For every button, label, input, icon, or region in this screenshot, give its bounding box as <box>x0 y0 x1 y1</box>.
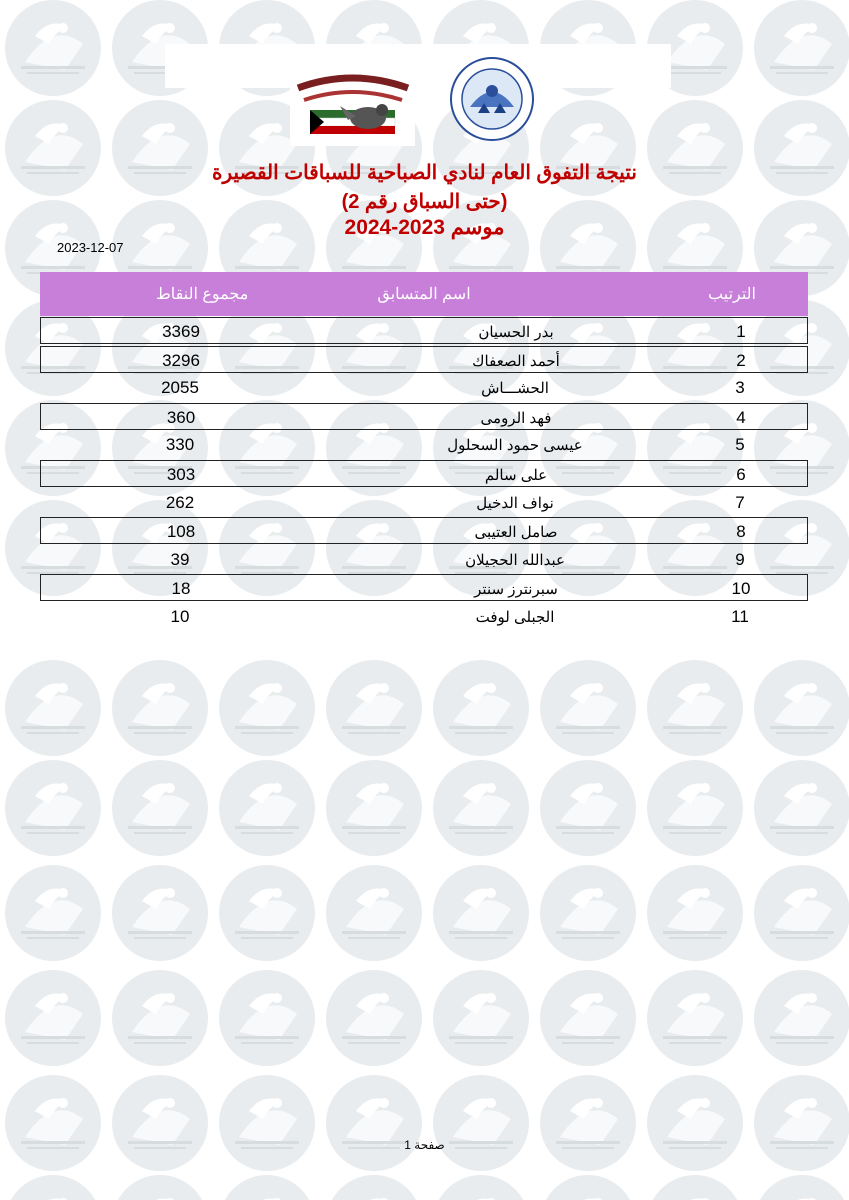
watermark-logo-icon <box>433 865 529 961</box>
watermark-logo-icon <box>326 970 422 1066</box>
watermark-logo-icon <box>5 1075 101 1171</box>
name-cell: فهد الرومى <box>480 409 552 427</box>
rank-cell: 1 <box>736 322 746 341</box>
watermark-logo-icon <box>754 1075 849 1171</box>
name-cell: صامل العتيبى <box>474 524 558 542</box>
watermark-logo-icon <box>326 1075 422 1171</box>
name-cell: بدر الحسيان <box>478 324 554 341</box>
name-cell: عبدالله الحجيلان <box>465 551 565 569</box>
points-cell: 303 <box>166 465 196 484</box>
name-cell: الجبلى لوفت <box>475 609 555 626</box>
rank-cell: 11 <box>731 607 749 626</box>
table-row <box>40 403 808 430</box>
watermark-logo-icon <box>754 0 849 96</box>
watermark-logo-icon <box>754 1175 849 1200</box>
rank-cell: 7 <box>735 492 745 512</box>
watermark-logo-icon <box>112 660 208 756</box>
watermark-logo-icon <box>326 760 422 856</box>
rank-cell: 5 <box>735 435 745 455</box>
watermark-logo-icon <box>219 1075 315 1171</box>
watermark-logo-icon <box>219 970 315 1066</box>
column-header-rank: الترتيب <box>708 286 756 303</box>
watermark-logo-icon <box>540 1175 636 1200</box>
points-cell: 3369 <box>162 322 200 341</box>
watermark-logo-icon <box>5 970 101 1066</box>
points-cell: 10 <box>170 607 190 626</box>
club-logo <box>290 66 415 146</box>
rank-cell: 3 <box>735 378 745 398</box>
points-cell: 18 <box>171 579 191 599</box>
rank-cell: 9 <box>735 549 745 569</box>
name-cell: نواف الدخيل <box>476 494 554 512</box>
watermark-logo-icon <box>5 865 101 961</box>
watermark-logo-icon <box>433 660 529 756</box>
season-label: موسم 2023-2024 <box>344 216 505 239</box>
name-cell: أحمد الصعفاك <box>472 352 560 370</box>
rank-cell: 8 <box>736 522 746 542</box>
watermark-logo-icon <box>540 970 636 1066</box>
watermark-logo-icon <box>540 1075 636 1171</box>
report-title: نتيجة التفوق العام لنادي الصباحية للسباقات القصيرة <box>212 162 637 184</box>
watermark-logo-icon <box>647 970 743 1066</box>
table-row <box>40 460 808 487</box>
table-row <box>40 517 808 544</box>
table-row <box>40 317 808 344</box>
watermark-logo-icon <box>326 865 422 961</box>
table-row <box>40 546 808 573</box>
watermark-logo-icon <box>5 760 101 856</box>
table-row <box>40 489 808 516</box>
table-header <box>40 272 808 316</box>
name-cell: عيسى حمود السحلول <box>447 437 583 455</box>
table-row <box>40 431 808 458</box>
watermark-logo-icon <box>540 760 636 856</box>
watermark-logo-icon <box>219 1175 315 1200</box>
column-header-points: مجموع النقاط <box>156 286 249 303</box>
watermark-logo-icon <box>433 1175 529 1200</box>
watermark-logo-icon <box>540 660 636 756</box>
watermark-logo-icon <box>433 760 529 856</box>
watermark-logo-icon <box>647 660 743 756</box>
blank-header-box <box>165 44 671 88</box>
rank-cell: 6 <box>736 465 746 484</box>
watermark-logo-icon <box>754 970 849 1066</box>
report-subtitle: (حتى السباق رقم 2) <box>341 191 508 213</box>
name-cell: سبرنترز سنتر <box>474 581 558 599</box>
watermark-logo-icon <box>647 760 743 856</box>
watermark-logo-icon <box>112 865 208 961</box>
watermark-logo-icon <box>219 865 315 961</box>
watermark-logo-icon <box>5 0 101 96</box>
points-cell: 3296 <box>162 350 200 370</box>
points-cell: 2055 <box>161 378 199 398</box>
points-cell: 108 <box>166 522 196 542</box>
rank-cell: 4 <box>736 407 746 427</box>
watermark-logo-icon <box>112 760 208 856</box>
watermark-logo-icon <box>5 660 101 756</box>
rank-cell: 10 <box>731 579 751 599</box>
watermark-logo-icon <box>754 865 849 961</box>
watermark-logo-icon <box>112 970 208 1066</box>
rank-cell: 2 <box>736 350 746 370</box>
watermark-logo-icon <box>433 1075 529 1171</box>
watermark-logo-icon <box>647 1175 743 1200</box>
report-date: 2023-12-07 <box>57 240 124 255</box>
watermark-logo-icon <box>754 660 849 756</box>
table-row <box>40 603 808 630</box>
name-cell: على سالم <box>484 467 548 484</box>
watermark-logo-icon <box>112 1175 208 1200</box>
watermark-logo-icon <box>433 970 529 1066</box>
table-row <box>40 346 808 373</box>
points-cell: 330 <box>165 435 195 455</box>
points-cell: 39 <box>170 549 190 569</box>
federation-seal-icon <box>450 57 534 141</box>
watermark-logo-icon <box>112 1075 208 1171</box>
table-row <box>40 374 808 401</box>
column-header-name: اسم المتسابق <box>377 286 471 303</box>
points-cell: 360 <box>166 407 196 427</box>
watermark-logo-icon <box>219 660 315 756</box>
watermark-logo-icon <box>326 660 422 756</box>
watermark-logo-icon <box>647 865 743 961</box>
table-row <box>40 574 808 601</box>
watermark-logo-icon <box>540 865 636 961</box>
points-cell: 262 <box>165 492 195 512</box>
watermark-logo-icon <box>647 1075 743 1171</box>
watermark-logo-icon <box>5 1175 101 1200</box>
name-cell: الحشـــاش <box>481 380 549 398</box>
watermark-logo-icon <box>219 760 315 856</box>
watermark-logo-icon <box>754 760 849 856</box>
page-number: صفحة 1 <box>404 1138 445 1152</box>
watermark-logo-icon <box>326 1175 422 1200</box>
